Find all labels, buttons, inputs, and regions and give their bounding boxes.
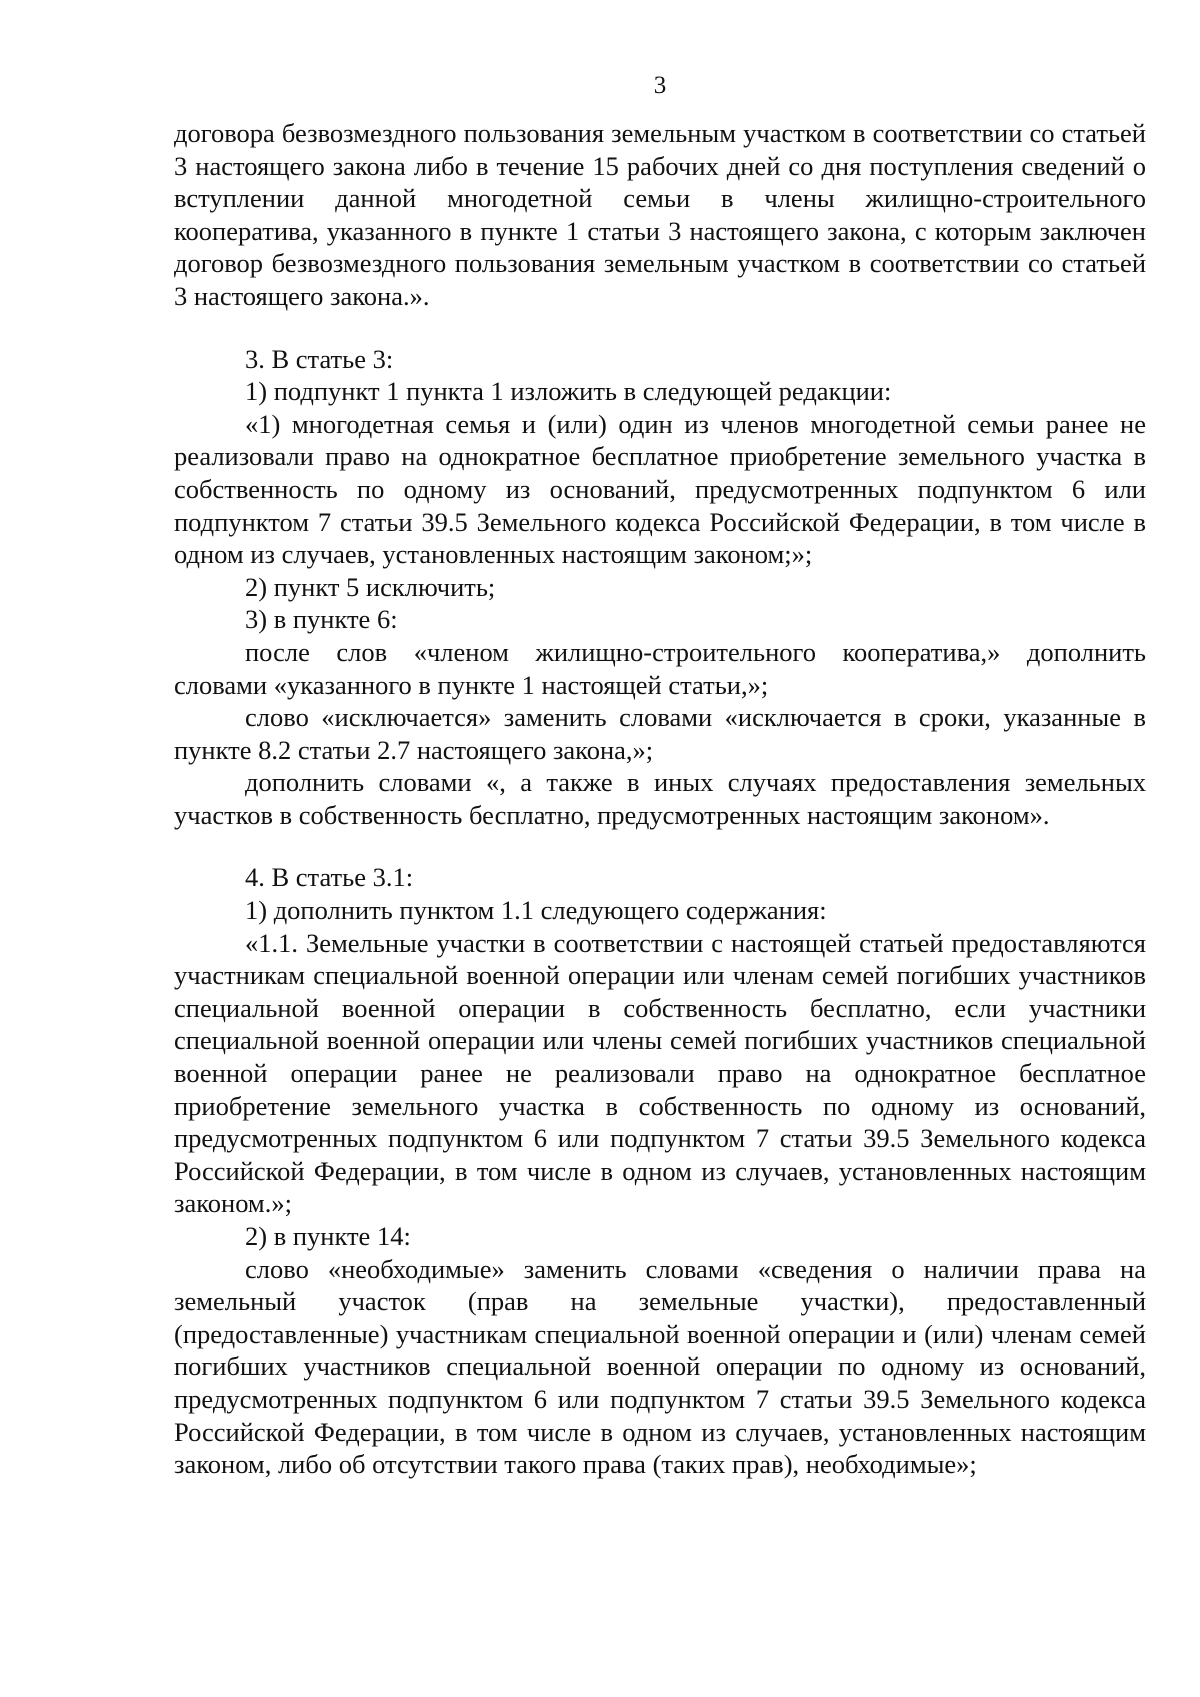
section-4-heading: 4. В статье 3.1: xyxy=(245,862,414,893)
paragraph: 3) в пункте 6: xyxy=(245,604,398,635)
paragraph: слово «необходимые» заменить словами «сведения о наличии права на земельный участок (прав на земельные участки), предоставленный (предоставленные) участникам специальной военной операции и (или) членам семей погибших участников специальной военной операции по одному из оснований, предусмотренных подпунктом 6 или подпунктом 7 статьи 39.5 Земельного кодекса Российской Федерации, в том числе в одном из случаев, установленных настоящим законом, либо об отсутствии такого права (таких прав), необходимые»; xyxy=(174,1253,1146,1480)
paragraph: дополнить словами «, а также в иных случаях предоставления земельных участков в собственность бесплатно, предусмотренных настоящим законом». xyxy=(174,767,1146,830)
page-number: 3 xyxy=(653,72,667,99)
paragraph: после слов «членом жилищно-строительного кооператива,» дополнить словами «указанного в пункте 1 настоящей статьи,»; xyxy=(174,636,1146,700)
paragraph: «1.1. Земельные участки в соответствии с настоящей статьей предоставляются участникам специальной военной операции или членам семей погибших участников специальной военной операции в собственность бесплатно, если участники специальной военной операции или члены семей погибших участников специальной военной операции ранее не реализовали право на однократное бесплатное приобретение земельного участка в собственность по одному из оснований, предусмотренных подпунктом 6 или подпунктом 7 статьи 39.5 Земельного кодекса Российской Федерации, в том числе в одном из случаев, установленных настоящим законом.»; xyxy=(174,927,1146,1219)
paragraph: 1) дополнить пунктом 1.1 следующего содержания: xyxy=(245,895,827,926)
document-body xyxy=(174,117,1146,1481)
paragraph: 2) в пункте 14: xyxy=(245,1221,411,1251)
paragraph: 2) пункт 5 исключить; xyxy=(245,571,496,602)
paragraph: 1) подпункт 1 пункта 1 изложить в следующей редакции: xyxy=(245,376,892,407)
paragraph-continuation: договора безвозмездного пользования земельным участком в соответствии со статьей 3 настоящего закона либо в течение 15 рабочих дней со дня поступления сведений о вступлении данной многодетной семьи в члены жилищно-строительного кооператива, указанного в пункте 1 статьи 3 настоящего закона, с которым заключен договор безвозмездного пользования земельным участком в соответствии со статьей 3 настоящего закона.». xyxy=(174,118,1146,311)
section-3-heading: 3. В статье 3: xyxy=(245,343,394,374)
paragraph: слово «исключается» заменить словами «исключается в сроки, указанные в пункте 8.2 статьи 2.7 настоящего закона,»; xyxy=(174,702,1146,765)
paragraph: «1) многодетная семья и (или) один из членов многодетной семьи ранее не реализовали право на однократное бесплатное приобретение земельного участка в собственность по одному из оснований, предусмотренных подпунктом 6 или подпунктом 7 статьи 39.5 Земельного кодекса Российской Федерации, в том числе в одном из случаев, установленных настоящим законом;»; xyxy=(174,408,1146,570)
